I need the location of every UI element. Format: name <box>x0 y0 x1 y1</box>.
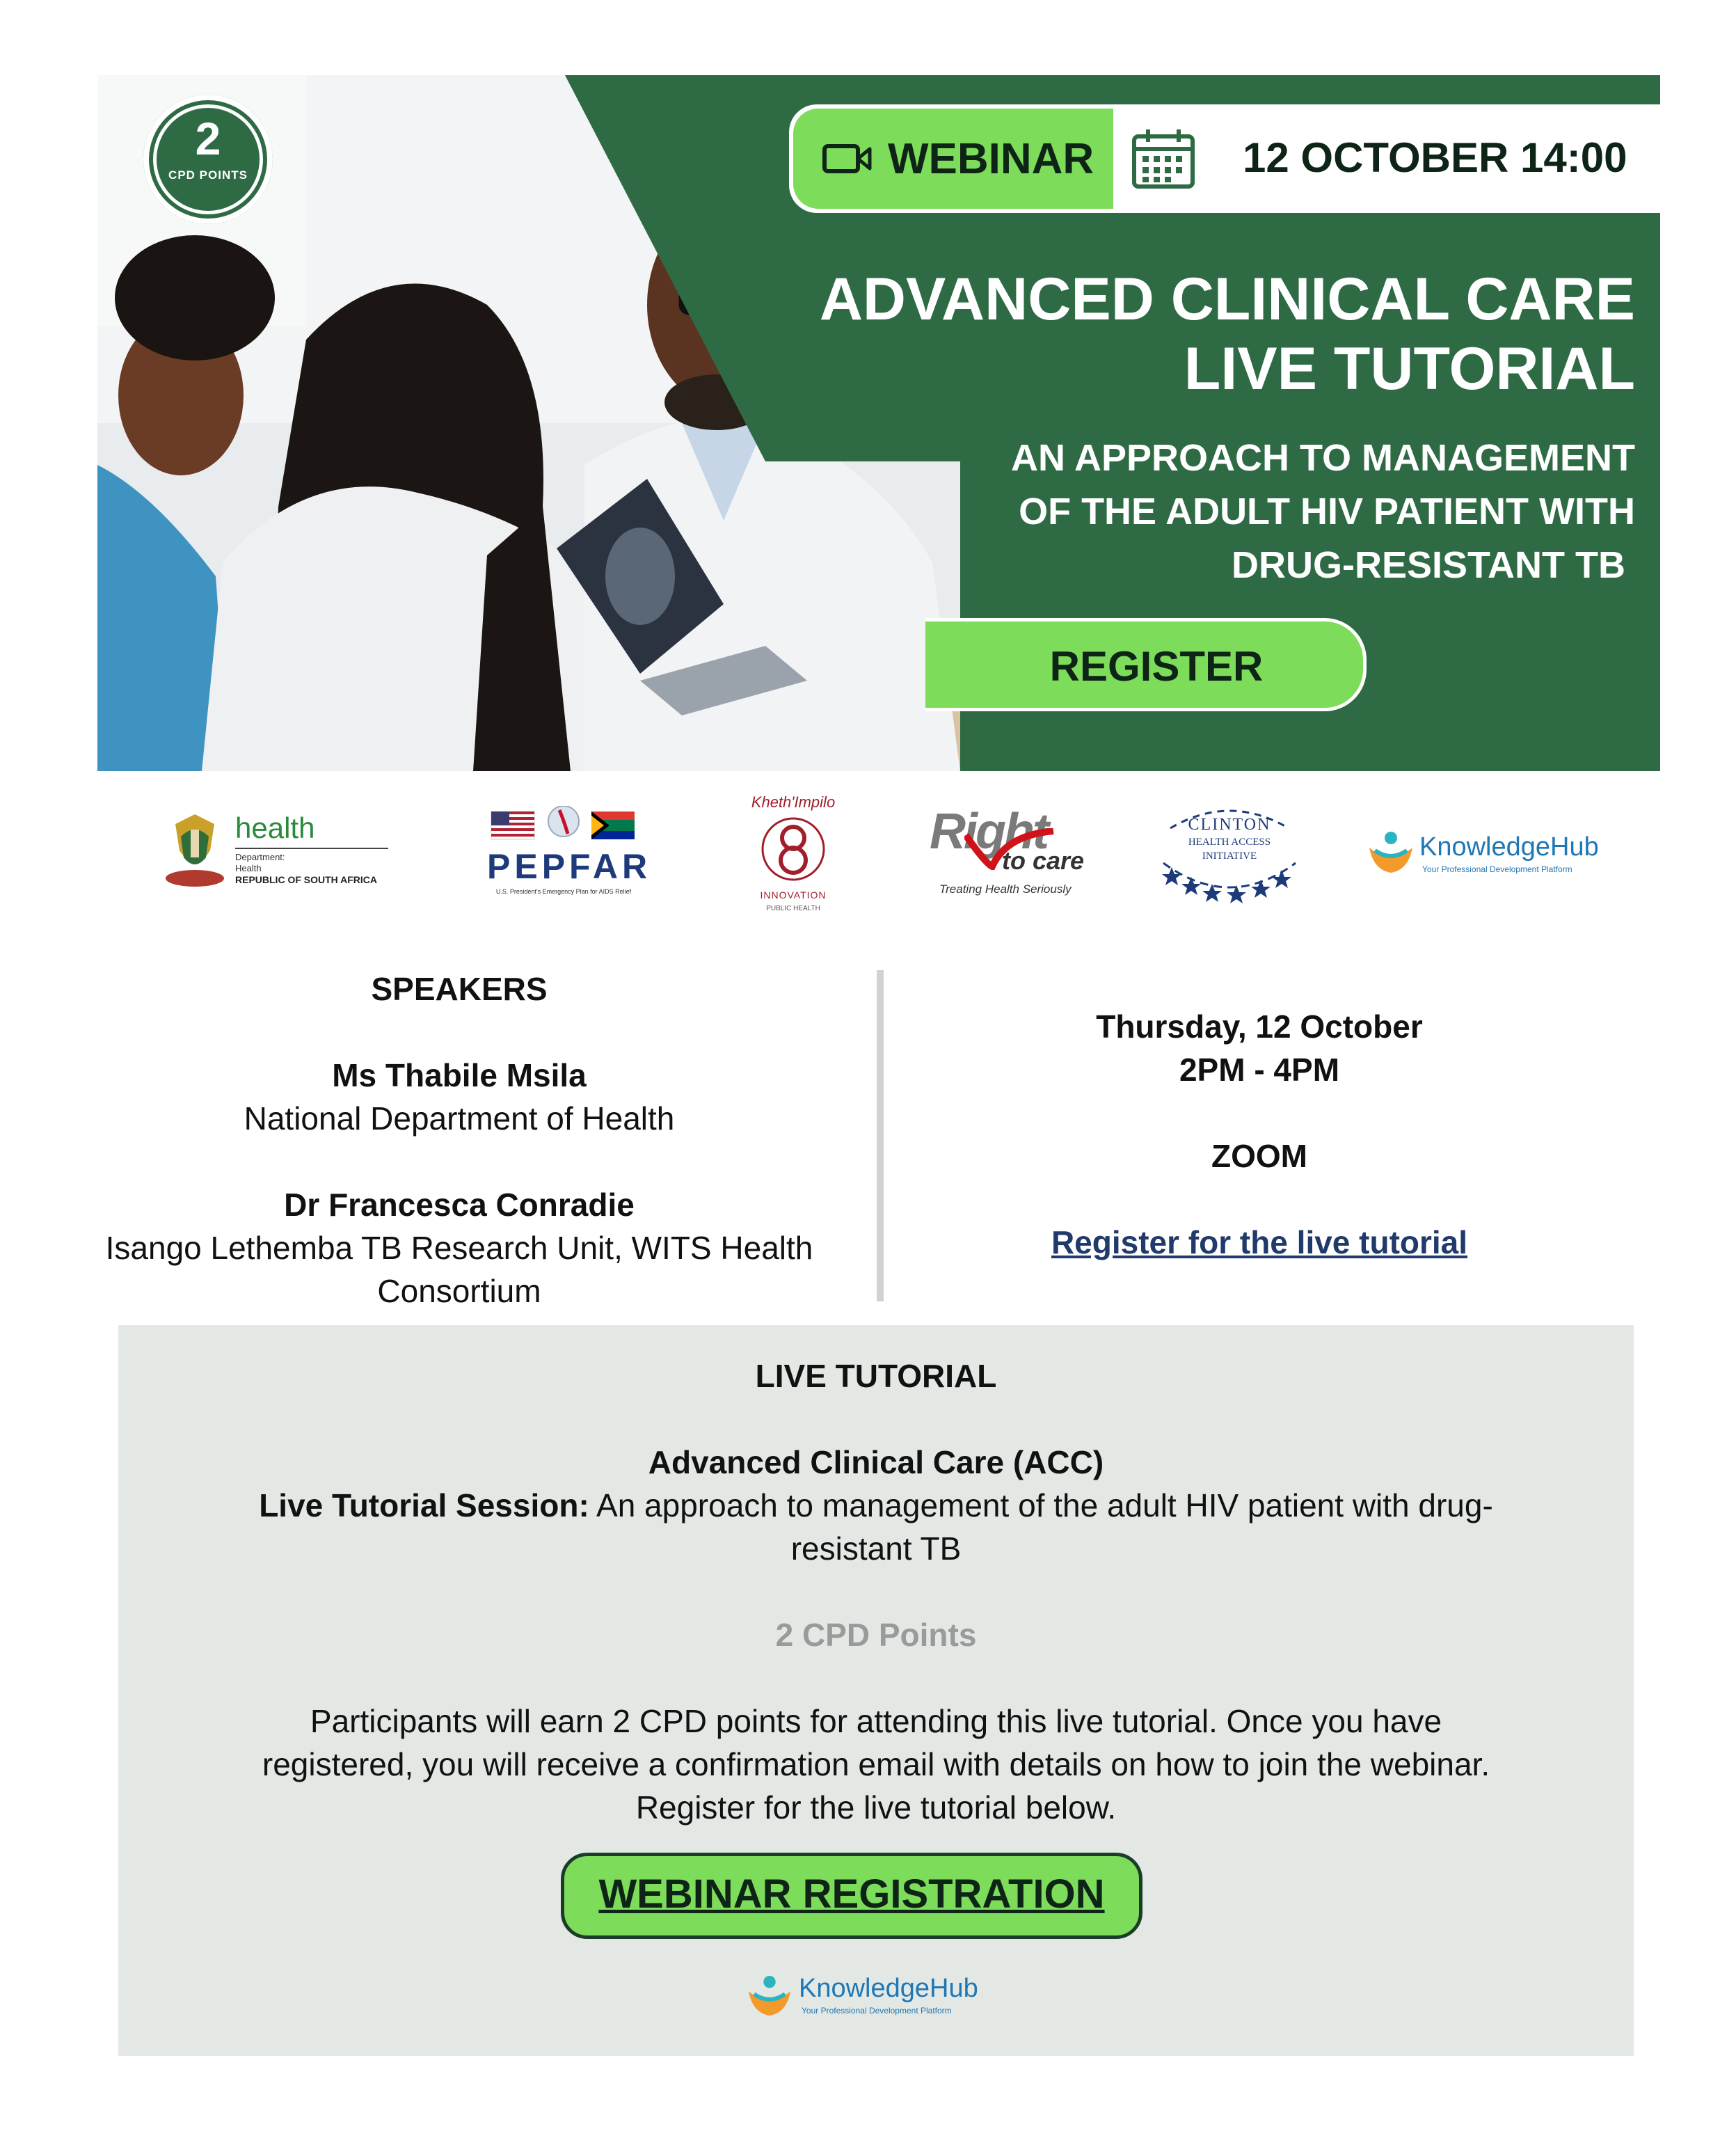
badge-label: CPD POINTS <box>168 168 248 182</box>
speaker-1-affiliation: National Department of Health <box>244 1100 675 1137</box>
speaker-2-affiliation-2: Consortium <box>377 1273 541 1309</box>
event-day: Thursday, 12 October <box>1096 1008 1423 1045</box>
body-line-2: registered, you will receive a confirmation email with details on how to join the webinar. <box>262 1746 1490 1782</box>
kheth-emblem-icon <box>758 814 828 884</box>
session-label: Live Tutorial Session: <box>259 1487 589 1523</box>
tutorial-panel <box>118 1325 1634 2056</box>
event-time: 2PM - 4PM <box>1179 1052 1340 1088</box>
knowledgehub-tagline: Your Professional Development Platform <box>1422 864 1572 874</box>
kheth-impilo-logo <box>744 793 842 926</box>
video-camera-icon <box>822 142 873 175</box>
knowledgehub-icon <box>1367 831 1415 876</box>
cpd-points: 2 CPD Points <box>775 1617 977 1653</box>
pepfar-tagline: U.S. President's Emergency Plan for AIDS Relief <box>495 888 632 895</box>
knowledgehub-name: KnowledgeHub <box>1419 832 1599 862</box>
health-line-3: REPUBLIC OF SOUTH AFRICA <box>235 874 378 885</box>
register-button[interactable] <box>925 618 1367 711</box>
register-label: REGISTER <box>1049 643 1264 690</box>
tutorial-content <box>118 1354 1634 1829</box>
subtitle-line-3: DRUG-RESISTANT TB <box>1232 544 1625 586</box>
rtc-name: Right <box>930 804 1047 860</box>
webinar-registration-label: WEBINAR REGISTRATION <box>598 1871 1105 1917</box>
tutorial-heading: LIVE TUTORIAL <box>755 1358 997 1394</box>
body-line-1: Participants will earn 2 CPD points for attending this live tutorial. Once you have <box>310 1703 1442 1739</box>
rtc-tagline: Treating Health Seriously <box>939 882 1072 896</box>
right-to-care-logo <box>930 800 1097 919</box>
course-title <box>800 264 1635 404</box>
coat-of-arms-icon <box>160 809 230 892</box>
kheth-bottom: PUBLIC HEALTH <box>766 905 820 912</box>
title-line-2: LIVE TUTORIAL <box>1184 335 1635 402</box>
clinton-line-2: HEALTH ACCESS <box>1188 837 1271 848</box>
webinar-label: WEBINAR <box>888 135 1094 183</box>
speaker-1-name: Ms Thabile Msila <box>332 1057 587 1093</box>
footer-knowledgehub-name: KnowledgeHub <box>799 1974 978 2003</box>
event-details <box>946 1005 1572 1264</box>
session-line-2: resistant TB <box>790 1530 962 1567</box>
section-divider <box>877 970 884 1301</box>
course-subtitle <box>870 431 1635 592</box>
health-name: health <box>235 811 315 844</box>
clinton-logo <box>1149 800 1309 919</box>
rtc-sub: to care <box>1002 846 1085 875</box>
webinar-date-bar <box>789 104 1660 213</box>
health-line-1: Department: <box>235 852 285 862</box>
clinton-line-1: CLINTON <box>1188 816 1271 834</box>
webinar-pill <box>793 109 1113 209</box>
speaker-2-name: Dr Francesca Conradie <box>284 1187 635 1223</box>
speakers-section <box>97 967 821 1313</box>
health-line-2: Health <box>235 863 262 873</box>
course-name: Advanced Clinical Care (ACC) <box>648 1444 1104 1480</box>
flags-icon <box>487 806 640 841</box>
pepfar-name: PEPFAR <box>487 847 652 886</box>
footer-knowledgehub-logo <box>746 1972 996 2028</box>
session-text-1: An approach to management of the adult HIV patient with drug- <box>589 1487 1493 1523</box>
clinton-line-3: INITIATIVE <box>1202 850 1257 862</box>
cpd-badge <box>143 95 273 224</box>
health-logo <box>160 800 390 919</box>
speakers-heading: SPEAKERS <box>371 971 548 1007</box>
webinar-registration-button[interactable] <box>561 1853 1142 1939</box>
date-label: 12 OCTOBER 14:00 <box>1243 134 1627 181</box>
speaker-2-affiliation-1: Isango Lethemba TB Research Unit, WITS Health <box>105 1230 813 1266</box>
badge-number: 2 <box>195 113 221 164</box>
knowledgehub-logo <box>1367 800 1603 919</box>
kheth-top: INNOVATION <box>760 889 827 901</box>
subtitle-line-1: AN APPROACH TO MANAGEMENT <box>1010 437 1635 479</box>
pepfar-logo <box>487 800 652 919</box>
register-link[interactable]: Register for the live tutorial <box>1051 1224 1468 1260</box>
title-line-1: ADVANCED CLINICAL CARE <box>819 266 1635 333</box>
subtitle-line-2: OF THE ADULT HIV PATIENT WITH <box>1019 491 1635 532</box>
session-line-1 <box>118 1484 1634 1527</box>
footer-knowledgehub-icon <box>746 1975 793 2018</box>
body-line-3: Register for the live tutorial below. <box>635 1789 1117 1826</box>
calendar-icon <box>1131 128 1195 189</box>
event-platform: ZOOM <box>1211 1138 1307 1174</box>
footer-knowledgehub-tagline: Your Professional Development Platform <box>802 2006 952 2016</box>
kheth-name: Kheth'Impilo <box>751 793 836 811</box>
